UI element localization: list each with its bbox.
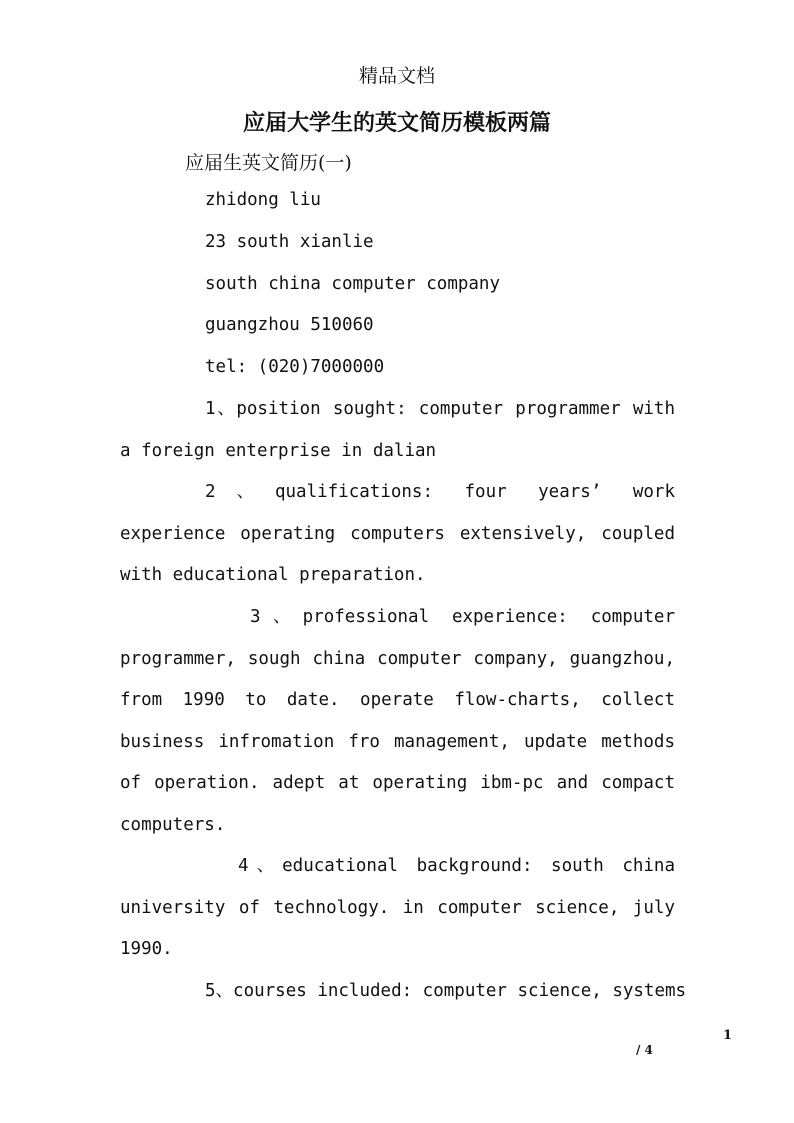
document-title: 应届大学生的英文简历模板两篇 xyxy=(242,111,551,136)
contact-city: guangzhou 510060 xyxy=(205,315,374,335)
section-experience: 3、professional experience: computer programmer, sough china computer company, guangzhou, from 1990 to date. operate flow-charts, collect business infromation fro management, update methods of operation. adept at operating ibm-pc and compact computers. xyxy=(120,607,675,835)
contact-name: zhidong liu xyxy=(205,190,321,210)
section-position: 1、position sought: computer programmer with a foreign enterprise in dalian xyxy=(120,399,675,461)
contact-tel: tel: (020)7000000 xyxy=(205,357,385,377)
contact-company: south china computer company xyxy=(205,274,501,294)
contact-address: 23 south xianlie xyxy=(205,232,374,252)
section-courses: 5、courses included: computer science, systems xyxy=(205,981,687,1001)
page-header: 精品文档 xyxy=(358,65,435,87)
page-number: 1 xyxy=(723,1028,733,1043)
page-total: / 4 xyxy=(636,1043,653,1057)
section-qualifications: 2、qualifications: four years’ work experience operating computers extensively, coupled with educational preparation. xyxy=(120,482,675,585)
section-subtitle: 应届生英文简历(一) xyxy=(185,152,352,174)
section-education: 4、educational background: south china university of technology. in computer science, july 1990. xyxy=(120,856,675,959)
